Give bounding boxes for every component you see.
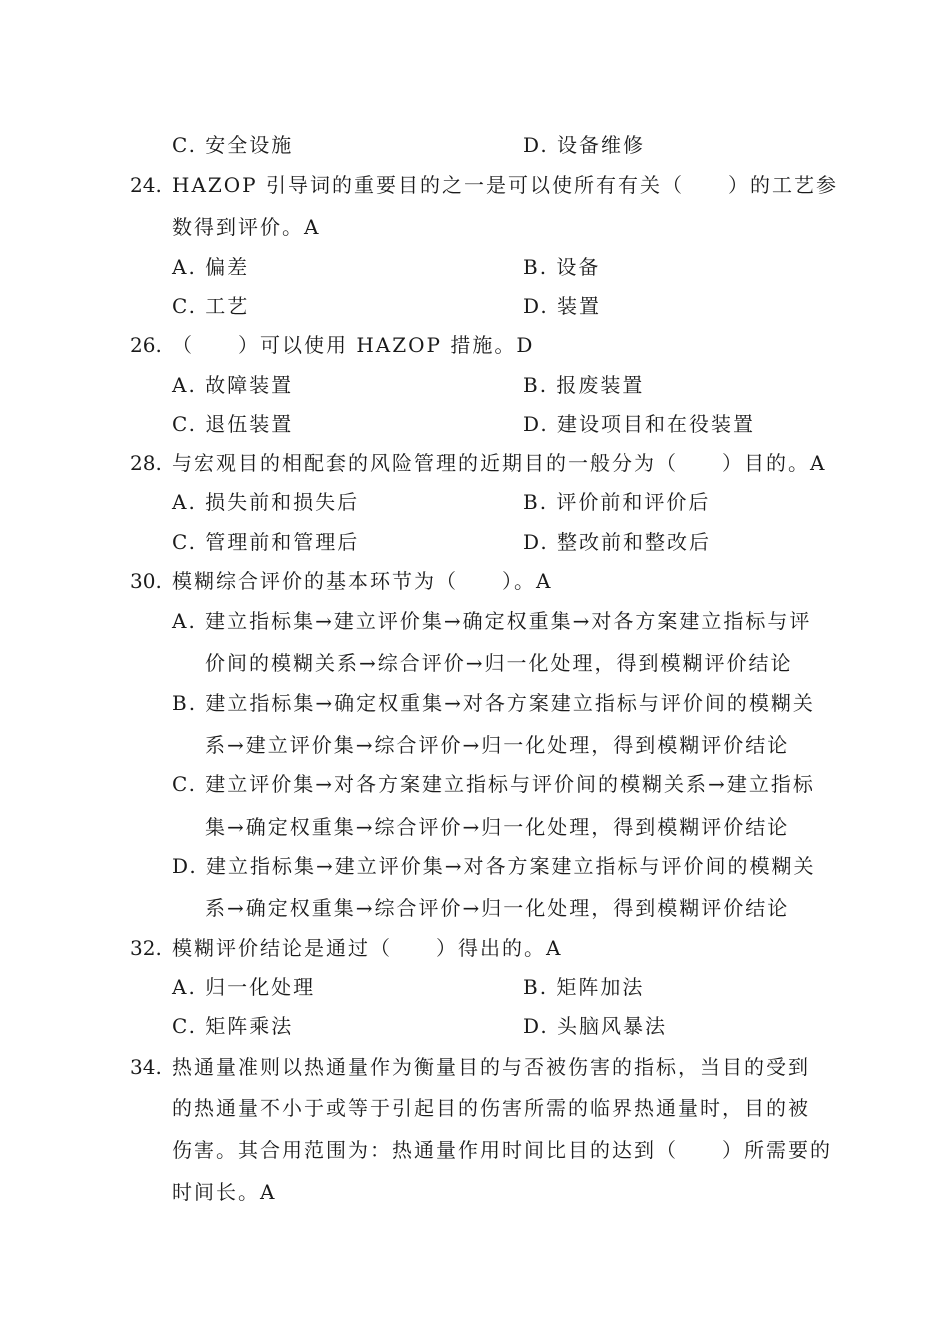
option-b: B. 评价前和评价后 — [523, 490, 711, 514]
question-text: 的热通量不小于或等于引起目的伤害所需的临界热通量时，目的被 — [172, 1096, 810, 1120]
question-text: （ ）可以使用 HAZOP 措施。D — [172, 333, 535, 357]
option-b: B. 报废装置 — [523, 373, 645, 397]
question-text: 模糊评价结论是通过（ ）得出的。A — [172, 936, 563, 960]
question-number: 24. — [130, 173, 162, 197]
option-b-continued: 系→建立评价集→综合评价→归一化处理，得到模糊评价结论 — [205, 733, 790, 757]
option-c: C. 矩阵乘法 — [172, 1014, 294, 1038]
option-b: B. 矩阵加法 — [523, 975, 645, 999]
question-text: 伤害。其合用范围为：热通量作用时间比目的达到（ ）所需要的 — [172, 1138, 832, 1162]
option-d: D. 设备维修 — [523, 133, 646, 157]
question-text: HAZOP 引导词的重要目的之一是可以使所有有关（ ）的工艺参 — [172, 173, 838, 197]
question-number: 30. — [130, 569, 162, 593]
option-c: C. 管理前和管理后 — [172, 530, 360, 554]
option-d: D. 建设项目和在役装置 — [523, 412, 756, 436]
option-c: C. 工艺 — [172, 294, 250, 318]
option-a: A. 归一化处理 — [172, 975, 316, 999]
option-d: D. 头脑风暴法 — [523, 1014, 668, 1038]
option-c: C. 建立评价集→对各方案建立指标与评价间的模糊关系→建立指标 — [172, 772, 815, 796]
question-text: 热通量准则以热通量作为衡量目的与否被伤害的指标，当目的受到 — [172, 1055, 810, 1079]
question-number: 32. — [130, 936, 162, 960]
option-a: A. 损失前和损失后 — [172, 490, 360, 514]
option-a-continued: 价间的模糊关系→综合评价→归一化处理，得到模糊评价结论 — [205, 651, 793, 675]
option-b: B. 设备 — [523, 255, 601, 279]
option-b: B. 建立指标集→确定权重集→对各方案建立指标与评价间的模糊关 — [172, 691, 815, 715]
option-d: D. 建立指标集→建立评价集→对各方案建立指标与评价间的模糊关 — [172, 854, 816, 878]
option-d: D. 整改前和整改后 — [523, 530, 712, 554]
option-c-continued: 集→确定权重集→综合评价→归一化处理，得到模糊评价结论 — [205, 815, 790, 839]
question-number: 28. — [130, 451, 162, 475]
question-text: 模糊综合评价的基本环节为（ ）。A — [172, 569, 553, 593]
question-number: 26. — [130, 333, 162, 357]
option-d: D. 装置 — [523, 294, 602, 318]
option-a: A. 故障装置 — [172, 373, 294, 397]
option-c: C. 安全设施 — [172, 133, 294, 157]
option-c: C. 退伍装置 — [172, 412, 294, 436]
option-d-continued: 系→确定权重集→综合评价→归一化处理，得到模糊评价结论 — [205, 896, 790, 920]
question-text: 与宏观目的相配套的风险管理的近期目的一般分为（ ）目的。A — [172, 451, 827, 475]
option-a: A. 建立指标集→建立评价集→确定权重集→对各方案建立指标与评 — [172, 609, 812, 633]
question-text: 时间长。A — [172, 1180, 277, 1204]
question-text: 数得到评价。A — [172, 215, 321, 239]
option-a: A. 偏差 — [172, 255, 250, 279]
question-number: 34. — [130, 1055, 162, 1079]
